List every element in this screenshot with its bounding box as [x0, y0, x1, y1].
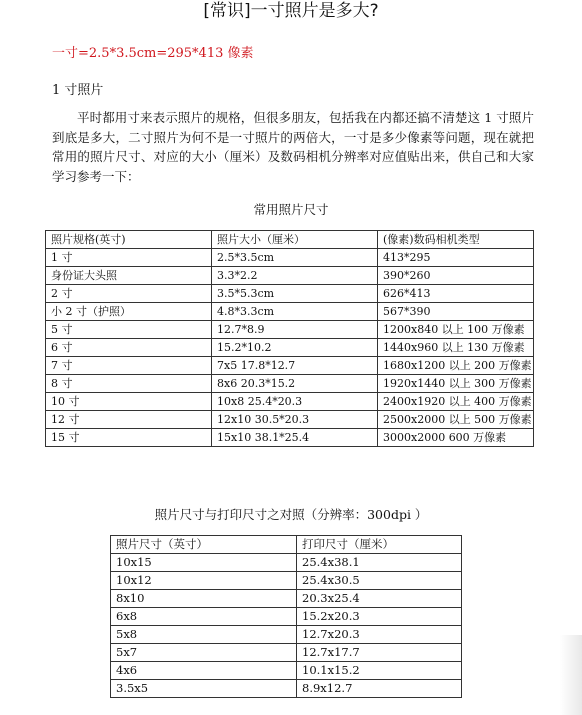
table-cell: 1200x840 以上 100 万像素: [378, 321, 534, 339]
table-cell: 3000x2000 600 万像素: [378, 429, 534, 447]
table-cell: 3.5*5.3cm: [212, 285, 378, 303]
table-cell: 15.2*10.2: [212, 339, 378, 357]
table-row: [46, 267, 534, 285]
table-cell: 1680x1200 以上 200 万像素: [378, 357, 534, 375]
table-cell: 6 寸: [46, 339, 212, 357]
table-cell: 3.3*2.2: [212, 267, 378, 285]
table-cell: 3.5x5: [111, 680, 297, 698]
table-cell: 4.8*3.3cm: [212, 303, 378, 321]
table-row: [46, 321, 534, 339]
table-cell: 1440x960 以上 130 万像素: [378, 339, 534, 357]
table-cell: 25.4x38.1: [297, 554, 462, 572]
table-row: [46, 339, 534, 357]
table-row: [46, 285, 534, 303]
print-size-table: [110, 535, 462, 698]
table-cell: 2 寸: [46, 285, 212, 303]
table-cell: 小 2 寸（护照）: [46, 303, 212, 321]
table-cell: 5 寸: [46, 321, 212, 339]
table-header-cell: (像素)数码相机类型: [378, 231, 534, 249]
table-cell: 6x8: [111, 608, 297, 626]
table-cell: 4x6: [111, 662, 297, 680]
table-row: [46, 411, 534, 429]
table-cell: 1920x1440 以上 300 万像素: [378, 375, 534, 393]
table-cell: 12x10 30.5*20.3: [212, 411, 378, 429]
table-cell: 10 寸: [46, 393, 212, 411]
photo-size-table: [45, 230, 534, 447]
table-row: [46, 249, 534, 267]
table-cell: 8x6 20.3*15.2: [212, 375, 378, 393]
table-row: [111, 662, 462, 680]
table-cell: 8x10: [111, 590, 297, 608]
table-row: [46, 429, 534, 447]
table-row: [111, 608, 462, 626]
table-cell: 12.7*8.9: [212, 321, 378, 339]
table-cell: 567*390: [378, 303, 534, 321]
table-cell: 12.7x20.3: [297, 626, 462, 644]
table-header-cell: 照片大小（厘米）: [212, 231, 378, 249]
table-cell: 10x8 25.4*20.3: [212, 393, 378, 411]
table-cell: 15x10 38.1*25.4: [212, 429, 378, 447]
table-cell: 2500x2000 以上 500 万像素: [378, 411, 534, 429]
table-cell: 12 寸: [46, 411, 212, 429]
table-row: [46, 357, 534, 375]
table-header-cell: 打印尺寸（厘米）: [297, 536, 462, 554]
page-edge-shadow: [560, 635, 582, 715]
table-cell: 15 寸: [46, 429, 212, 447]
table-row: [111, 644, 462, 662]
size-formula: 一寸=2.5*3.5cm=295*413 像素: [52, 46, 254, 61]
section-heading: 1 寸照片: [52, 83, 104, 98]
table-row: [111, 572, 462, 590]
table-row: [46, 393, 534, 411]
table-row: [111, 554, 462, 572]
table-row: [111, 626, 462, 644]
table-cell: 2.5*3.5cm: [212, 249, 378, 267]
table-cell: 20.3x25.4: [297, 590, 462, 608]
table-cell: 身份证大头照: [46, 267, 212, 285]
table-cell: 413*295: [378, 249, 534, 267]
table-cell: 390*260: [378, 267, 534, 285]
table-header-cell: 照片尺寸（英寸）: [111, 536, 297, 554]
table-cell: 1 寸: [46, 249, 212, 267]
table-cell: 8.9x12.7: [297, 680, 462, 698]
table-cell: 15.2x20.3: [297, 608, 462, 626]
table-header-row: [46, 231, 534, 249]
table-row: [111, 590, 462, 608]
page-title: [常识]一寸照片是多大?: [203, 1, 379, 21]
table-cell: 10x15: [111, 554, 297, 572]
table-cell: 10x12: [111, 572, 297, 590]
table-header-row: [111, 536, 462, 554]
table-cell: 10.1x15.2: [297, 662, 462, 680]
table2-caption: 照片尺寸与打印尺寸之对照（分辨率：300dpi ）: [154, 507, 428, 522]
table-row: [46, 375, 534, 393]
table-row: [46, 303, 534, 321]
table-cell: 5x7: [111, 644, 297, 662]
intro-paragraph: 平时都用寸来表示照片的规格，但很多朋友，包括我在内都还搞不清楚这 1 寸照片到底是多大，二寸照片为何不是一寸照片的两倍大，一寸是多少像素等问题，现在就把常用的照片尺寸、对应的大小（厘米）及数码相机分辨率对应值贴出来，供自己和大家学习参考一下：: [52, 110, 534, 184]
table-cell: 2400x1920 以上 400 万像素: [378, 393, 534, 411]
table1-caption: 常用照片尺寸: [253, 202, 329, 217]
table-cell: 8 寸: [46, 375, 212, 393]
table-cell: 626*413: [378, 285, 534, 303]
table-row: [111, 680, 462, 698]
table-cell: 25.4x30.5: [297, 572, 462, 590]
table-cell: 7 寸: [46, 357, 212, 375]
table-cell: 12.7x17.7: [297, 644, 462, 662]
table-cell: 7x5 17.8*12.7: [212, 357, 378, 375]
table-header-cell: 照片规格(英寸): [46, 231, 212, 249]
table-cell: 5x8: [111, 626, 297, 644]
